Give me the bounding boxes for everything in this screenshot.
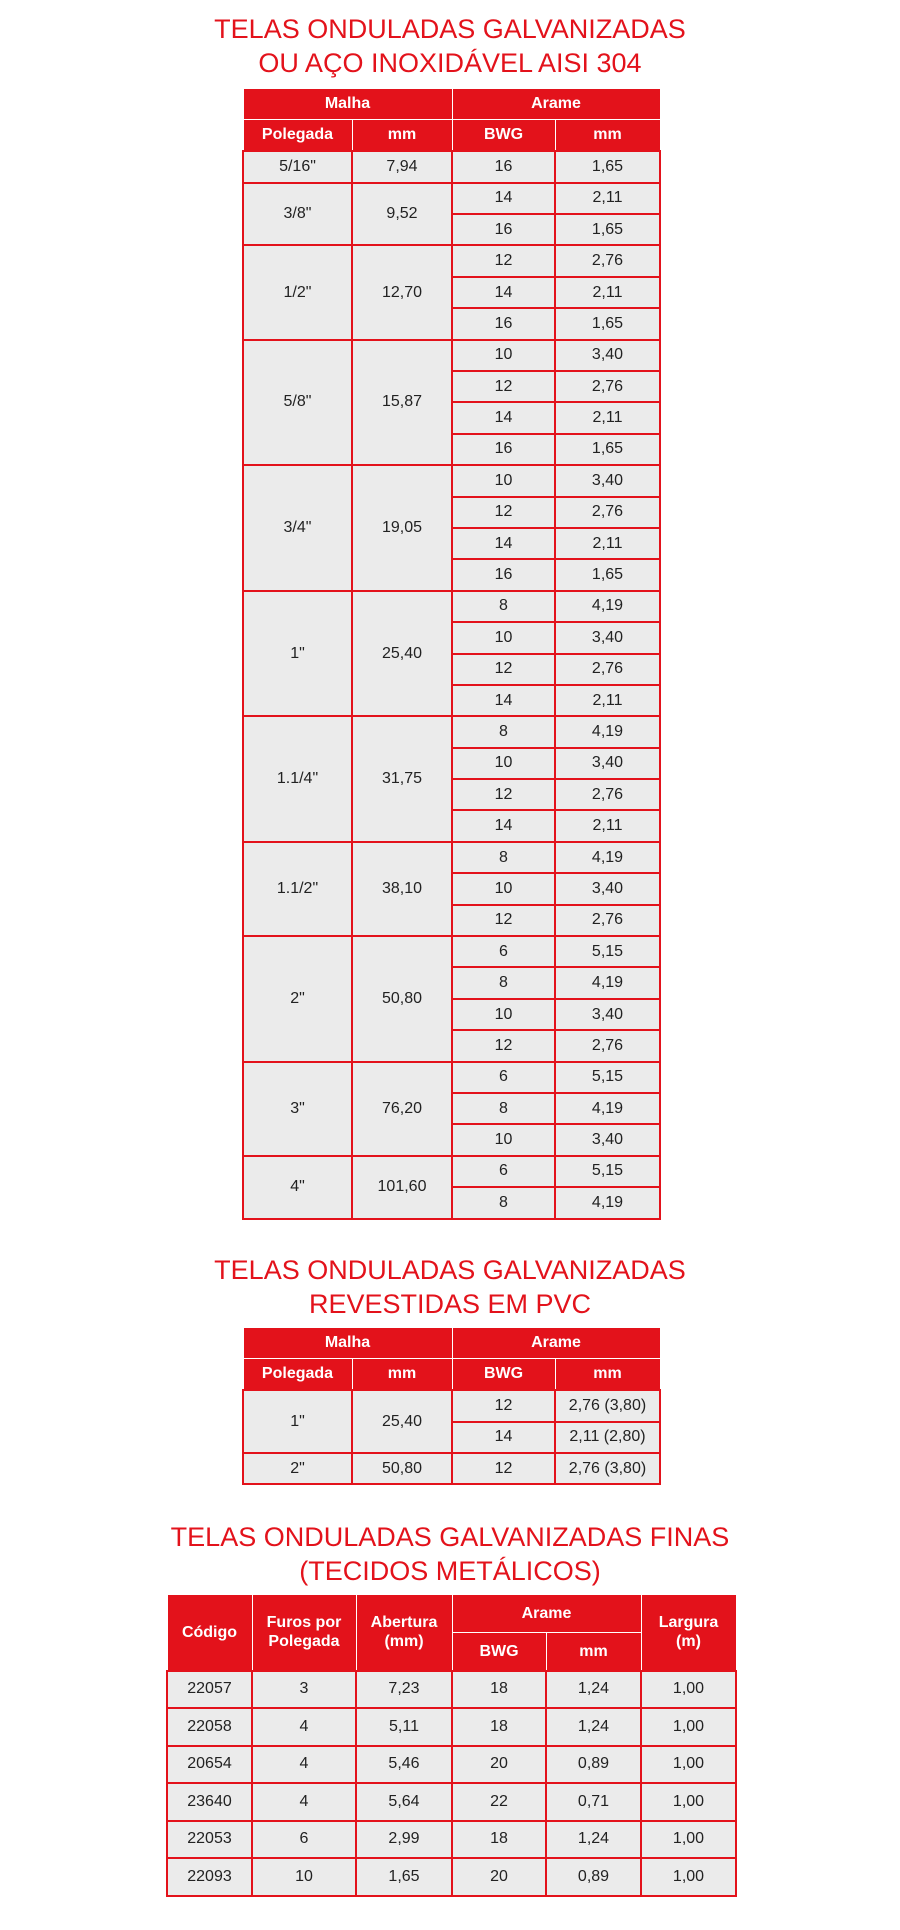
wire-bwg-cell: 12 — [452, 654, 555, 685]
wire-mm-cell: 1,65 — [555, 214, 660, 245]
header-wire-mm: mm — [555, 120, 660, 151]
table-row — [243, 591, 660, 622]
table-row — [243, 1062, 660, 1093]
fine-mesh-table — [166, 1594, 737, 1897]
header-furos — [252, 1595, 356, 1671]
wire-mm-cell: 1,24 — [546, 1671, 641, 1709]
wire-bwg-cell: 16 — [452, 559, 555, 590]
wire-mm-cell: 2,76 — [555, 654, 660, 685]
mesh-inch-cell: 2" — [243, 936, 352, 1062]
code-cell: 23640 — [167, 1783, 252, 1821]
wire-mm-cell: 5,15 — [555, 1062, 660, 1093]
wire-bwg-cell: 16 — [452, 434, 555, 465]
mesh-mm-cell: 9,52 — [352, 183, 452, 246]
code-cell: 22058 — [167, 1708, 252, 1746]
wire-mm-cell: 0,89 — [546, 1858, 641, 1896]
wire-mm-cell: 4,19 — [555, 842, 660, 873]
mesh-inch-cell: 1.1/2" — [243, 842, 352, 936]
header-codigo: Código — [167, 1595, 252, 1671]
wire-mm-cell: 2,76 (3,80) — [555, 1453, 660, 1484]
table-row — [243, 183, 660, 214]
wire-mm-cell: 2,11 — [555, 402, 660, 433]
header-polegada: Polegada — [243, 1359, 352, 1390]
wire-bwg-cell: 16 — [452, 151, 555, 182]
wire-bwg-cell: 8 — [452, 967, 555, 998]
header-polegada: Polegada — [243, 120, 352, 151]
mesh-inch-cell: 1/2" — [243, 245, 352, 339]
wire-mm-cell: 2,76 — [555, 779, 660, 810]
wire-bwg-cell: 10 — [452, 999, 555, 1030]
header-malha: Malha — [243, 1328, 452, 1359]
wire-mm-cell: 2,11 — [555, 685, 660, 716]
wire-bwg-cell: 12 — [452, 1453, 555, 1484]
table-row — [243, 936, 660, 967]
mesh-mm-cell: 7,94 — [352, 151, 452, 182]
header-arame: Arame — [452, 1328, 660, 1359]
wire-mm-cell: 1,24 — [546, 1821, 641, 1859]
wire-mm-cell: 3,40 — [555, 748, 660, 779]
mesh-mm-cell: 31,75 — [352, 716, 452, 842]
wire-mm-cell: 1,65 — [555, 308, 660, 339]
wire-bwg-cell: 10 — [452, 465, 555, 496]
header-mm: mm — [352, 1359, 452, 1390]
section1-title-line2: OU AÇO INOXIDÁVEL AISI 304 — [258, 48, 642, 78]
wire-bwg-cell: 14 — [452, 1422, 555, 1453]
mesh-inch-cell: 5/8" — [243, 340, 352, 466]
holes-per-inch-cell: 4 — [252, 1783, 356, 1821]
wire-mm-cell: 2,11 — [555, 528, 660, 559]
code-cell: 22093 — [167, 1858, 252, 1896]
wire-bwg-cell: 12 — [452, 371, 555, 402]
opening-cell: 5,64 — [356, 1783, 452, 1821]
wire-mm-cell: 4,19 — [555, 967, 660, 998]
mesh-inch-cell: 3/8" — [243, 183, 352, 246]
wire-mm-cell: 3,40 — [555, 999, 660, 1030]
mesh-mm-cell: 50,80 — [352, 936, 452, 1062]
wire-bwg-cell: 10 — [452, 873, 555, 904]
table-row — [243, 842, 660, 873]
header-abertura-line2: (mm) — [384, 1633, 424, 1651]
wire-mm-cell: 2,76 — [555, 245, 660, 276]
wire-mm-cell: 2,76 — [555, 1030, 660, 1061]
table-row — [243, 1453, 660, 1484]
table-row — [167, 1746, 736, 1784]
width-cell: 1,00 — [641, 1671, 736, 1709]
holes-per-inch-cell: 4 — [252, 1746, 356, 1784]
wire-mm-cell: 3,40 — [555, 873, 660, 904]
header-mm: mm — [352, 120, 452, 151]
wire-bwg-cell: 14 — [452, 528, 555, 559]
wire-bwg-cell: 10 — [452, 340, 555, 371]
code-cell: 20654 — [167, 1746, 252, 1784]
header-malha: Malha — [243, 89, 452, 120]
wire-bwg-cell: 12 — [452, 497, 555, 528]
wire-bwg-cell: 8 — [452, 1093, 555, 1124]
header-bwg: BWG — [452, 120, 555, 151]
wire-bwg-cell: 10 — [452, 748, 555, 779]
wire-mm-cell: 3,40 — [555, 622, 660, 653]
wire-bwg-cell: 22 — [452, 1783, 546, 1821]
mesh-mm-cell: 50,80 — [352, 1453, 452, 1484]
opening-cell: 5,11 — [356, 1708, 452, 1746]
table-row — [243, 465, 660, 496]
mesh-mm-cell: 25,40 — [352, 1390, 452, 1453]
wire-mm-cell: 3,40 — [555, 465, 660, 496]
mesh-inch-cell: 1" — [243, 591, 352, 717]
wire-bwg-cell: 18 — [452, 1821, 546, 1859]
wire-mm-cell: 3,40 — [555, 340, 660, 371]
wire-bwg-cell: 6 — [452, 1062, 555, 1093]
section3-title — [0, 1520, 900, 1588]
wire-mm-cell: 2,76 — [555, 905, 660, 936]
header-arame: Arame — [452, 89, 660, 120]
table-row — [167, 1671, 736, 1709]
wire-mm-cell: 4,19 — [555, 591, 660, 622]
holes-per-inch-cell: 4 — [252, 1708, 356, 1746]
mesh-table-pvc — [242, 1327, 661, 1485]
mesh-inch-cell: 2" — [243, 1453, 352, 1484]
wire-bwg-cell: 16 — [452, 214, 555, 245]
wire-mm-cell: 1,24 — [546, 1708, 641, 1746]
wire-bwg-cell: 8 — [452, 716, 555, 747]
header-arame: Arame — [452, 1595, 641, 1633]
wire-mm-cell: 5,15 — [555, 936, 660, 967]
wire-bwg-cell: 8 — [452, 591, 555, 622]
header-furos-line2: Polegada — [268, 1633, 340, 1651]
wire-mm-cell: 2,11 — [555, 810, 660, 841]
wire-bwg-cell: 10 — [452, 622, 555, 653]
mesh-mm-cell: 12,70 — [352, 245, 452, 339]
wire-bwg-cell: 20 — [452, 1746, 546, 1784]
table-row — [243, 1156, 660, 1187]
header-bwg: BWG — [452, 1633, 546, 1671]
wire-bwg-cell: 12 — [452, 905, 555, 936]
table-row — [243, 340, 660, 371]
wire-bwg-cell: 12 — [452, 1390, 555, 1421]
mesh-mm-cell: 101,60 — [352, 1156, 452, 1219]
wire-bwg-cell: 16 — [452, 308, 555, 339]
wire-bwg-cell: 12 — [452, 245, 555, 276]
mesh-mm-cell: 15,87 — [352, 340, 452, 466]
wire-bwg-cell: 8 — [452, 1187, 555, 1218]
wire-bwg-cell: 12 — [452, 779, 555, 810]
width-cell: 1,00 — [641, 1858, 736, 1896]
section2-title-line1: TELAS ONDULADAS GALVANIZADAS — [214, 1255, 686, 1285]
section1-title-line1: TELAS ONDULADAS GALVANIZADAS — [214, 14, 686, 44]
wire-mm-cell: 4,19 — [555, 716, 660, 747]
wire-mm-cell: 2,11 (2,80) — [555, 1422, 660, 1453]
wire-bwg-cell: 14 — [452, 183, 555, 214]
opening-cell: 2,99 — [356, 1821, 452, 1859]
wire-mm-cell: 0,89 — [546, 1746, 641, 1784]
wire-mm-cell: 2,76 — [555, 497, 660, 528]
mesh-inch-cell: 4" — [243, 1156, 352, 1219]
opening-cell: 1,65 — [356, 1858, 452, 1896]
mesh-inch-cell: 3/4" — [243, 465, 352, 591]
section2-title — [0, 1253, 900, 1321]
wire-mm-cell: 5,15 — [555, 1156, 660, 1187]
wire-bwg-cell: 14 — [452, 685, 555, 716]
table-row — [243, 1390, 660, 1421]
table-row — [243, 716, 660, 747]
wire-bwg-cell: 8 — [452, 842, 555, 873]
table-row — [243, 151, 660, 182]
wire-mm-cell: 2,11 — [555, 183, 660, 214]
wire-bwg-cell: 12 — [452, 1030, 555, 1061]
opening-cell: 5,46 — [356, 1746, 452, 1784]
holes-per-inch-cell: 6 — [252, 1821, 356, 1859]
code-cell: 22057 — [167, 1671, 252, 1709]
header-wire-mm: mm — [555, 1359, 660, 1390]
wire-mm-cell: 1,65 — [555, 434, 660, 465]
section1-title — [0, 12, 900, 80]
header-largura-line2: (m) — [676, 1633, 701, 1651]
width-cell: 1,00 — [641, 1708, 736, 1746]
header-wire-mm: mm — [546, 1633, 641, 1671]
section3-title-line1: TELAS ONDULADAS GALVANIZADAS FINAS — [170, 1522, 730, 1552]
header-furos-line1: Furos por — [266, 1614, 342, 1632]
table-row — [167, 1858, 736, 1896]
table-row — [243, 245, 660, 276]
width-cell: 1,00 — [641, 1821, 736, 1859]
wire-bwg-cell: 18 — [452, 1671, 546, 1709]
header-bwg: BWG — [452, 1359, 555, 1390]
code-cell: 22053 — [167, 1821, 252, 1859]
wire-bwg-cell: 6 — [452, 936, 555, 967]
mesh-inch-cell: 1.1/4" — [243, 716, 352, 842]
section3-title-line2: (TECIDOS METÁLICOS) — [299, 1556, 601, 1586]
mesh-inch-cell: 1" — [243, 1390, 352, 1453]
wire-mm-cell: 2,76 (3,80) — [555, 1390, 660, 1421]
header-abertura-line1: Abertura — [370, 1614, 438, 1632]
wire-bwg-cell: 14 — [452, 402, 555, 433]
wire-bwg-cell: 10 — [452, 1124, 555, 1155]
width-cell: 1,00 — [641, 1783, 736, 1821]
header-largura-line1: Largura — [658, 1614, 719, 1632]
wire-mm-cell: 3,40 — [555, 1124, 660, 1155]
mesh-table-galvanized — [242, 88, 661, 1220]
table-row — [167, 1783, 736, 1821]
table-row — [167, 1708, 736, 1746]
holes-per-inch-cell: 3 — [252, 1671, 356, 1709]
wire-bwg-cell: 14 — [452, 277, 555, 308]
mesh-mm-cell: 38,10 — [352, 842, 452, 936]
mesh-mm-cell: 25,40 — [352, 591, 452, 717]
header-largura — [641, 1595, 736, 1671]
mesh-mm-cell: 76,20 — [352, 1062, 452, 1156]
wire-mm-cell: 1,65 — [555, 151, 660, 182]
wire-mm-cell: 1,65 — [555, 559, 660, 590]
section2-title-line2: REVESTIDAS EM PVC — [308, 1289, 592, 1319]
wire-bwg-cell: 6 — [452, 1156, 555, 1187]
mesh-mm-cell: 19,05 — [352, 465, 452, 591]
wire-bwg-cell: 20 — [452, 1858, 546, 1896]
wire-mm-cell: 2,11 — [555, 277, 660, 308]
table-row — [167, 1821, 736, 1859]
wire-mm-cell: 2,76 — [555, 371, 660, 402]
wire-mm-cell: 4,19 — [555, 1093, 660, 1124]
wire-mm-cell: 0,71 — [546, 1783, 641, 1821]
mesh-inch-cell: 3" — [243, 1062, 352, 1156]
width-cell: 1,00 — [641, 1746, 736, 1784]
holes-per-inch-cell: 10 — [252, 1858, 356, 1896]
wire-bwg-cell: 14 — [452, 810, 555, 841]
wire-bwg-cell: 18 — [452, 1708, 546, 1746]
wire-mm-cell: 4,19 — [555, 1187, 660, 1218]
header-abertura — [356, 1595, 452, 1671]
mesh-inch-cell: 5/16" — [243, 151, 352, 182]
opening-cell: 7,23 — [356, 1671, 452, 1709]
